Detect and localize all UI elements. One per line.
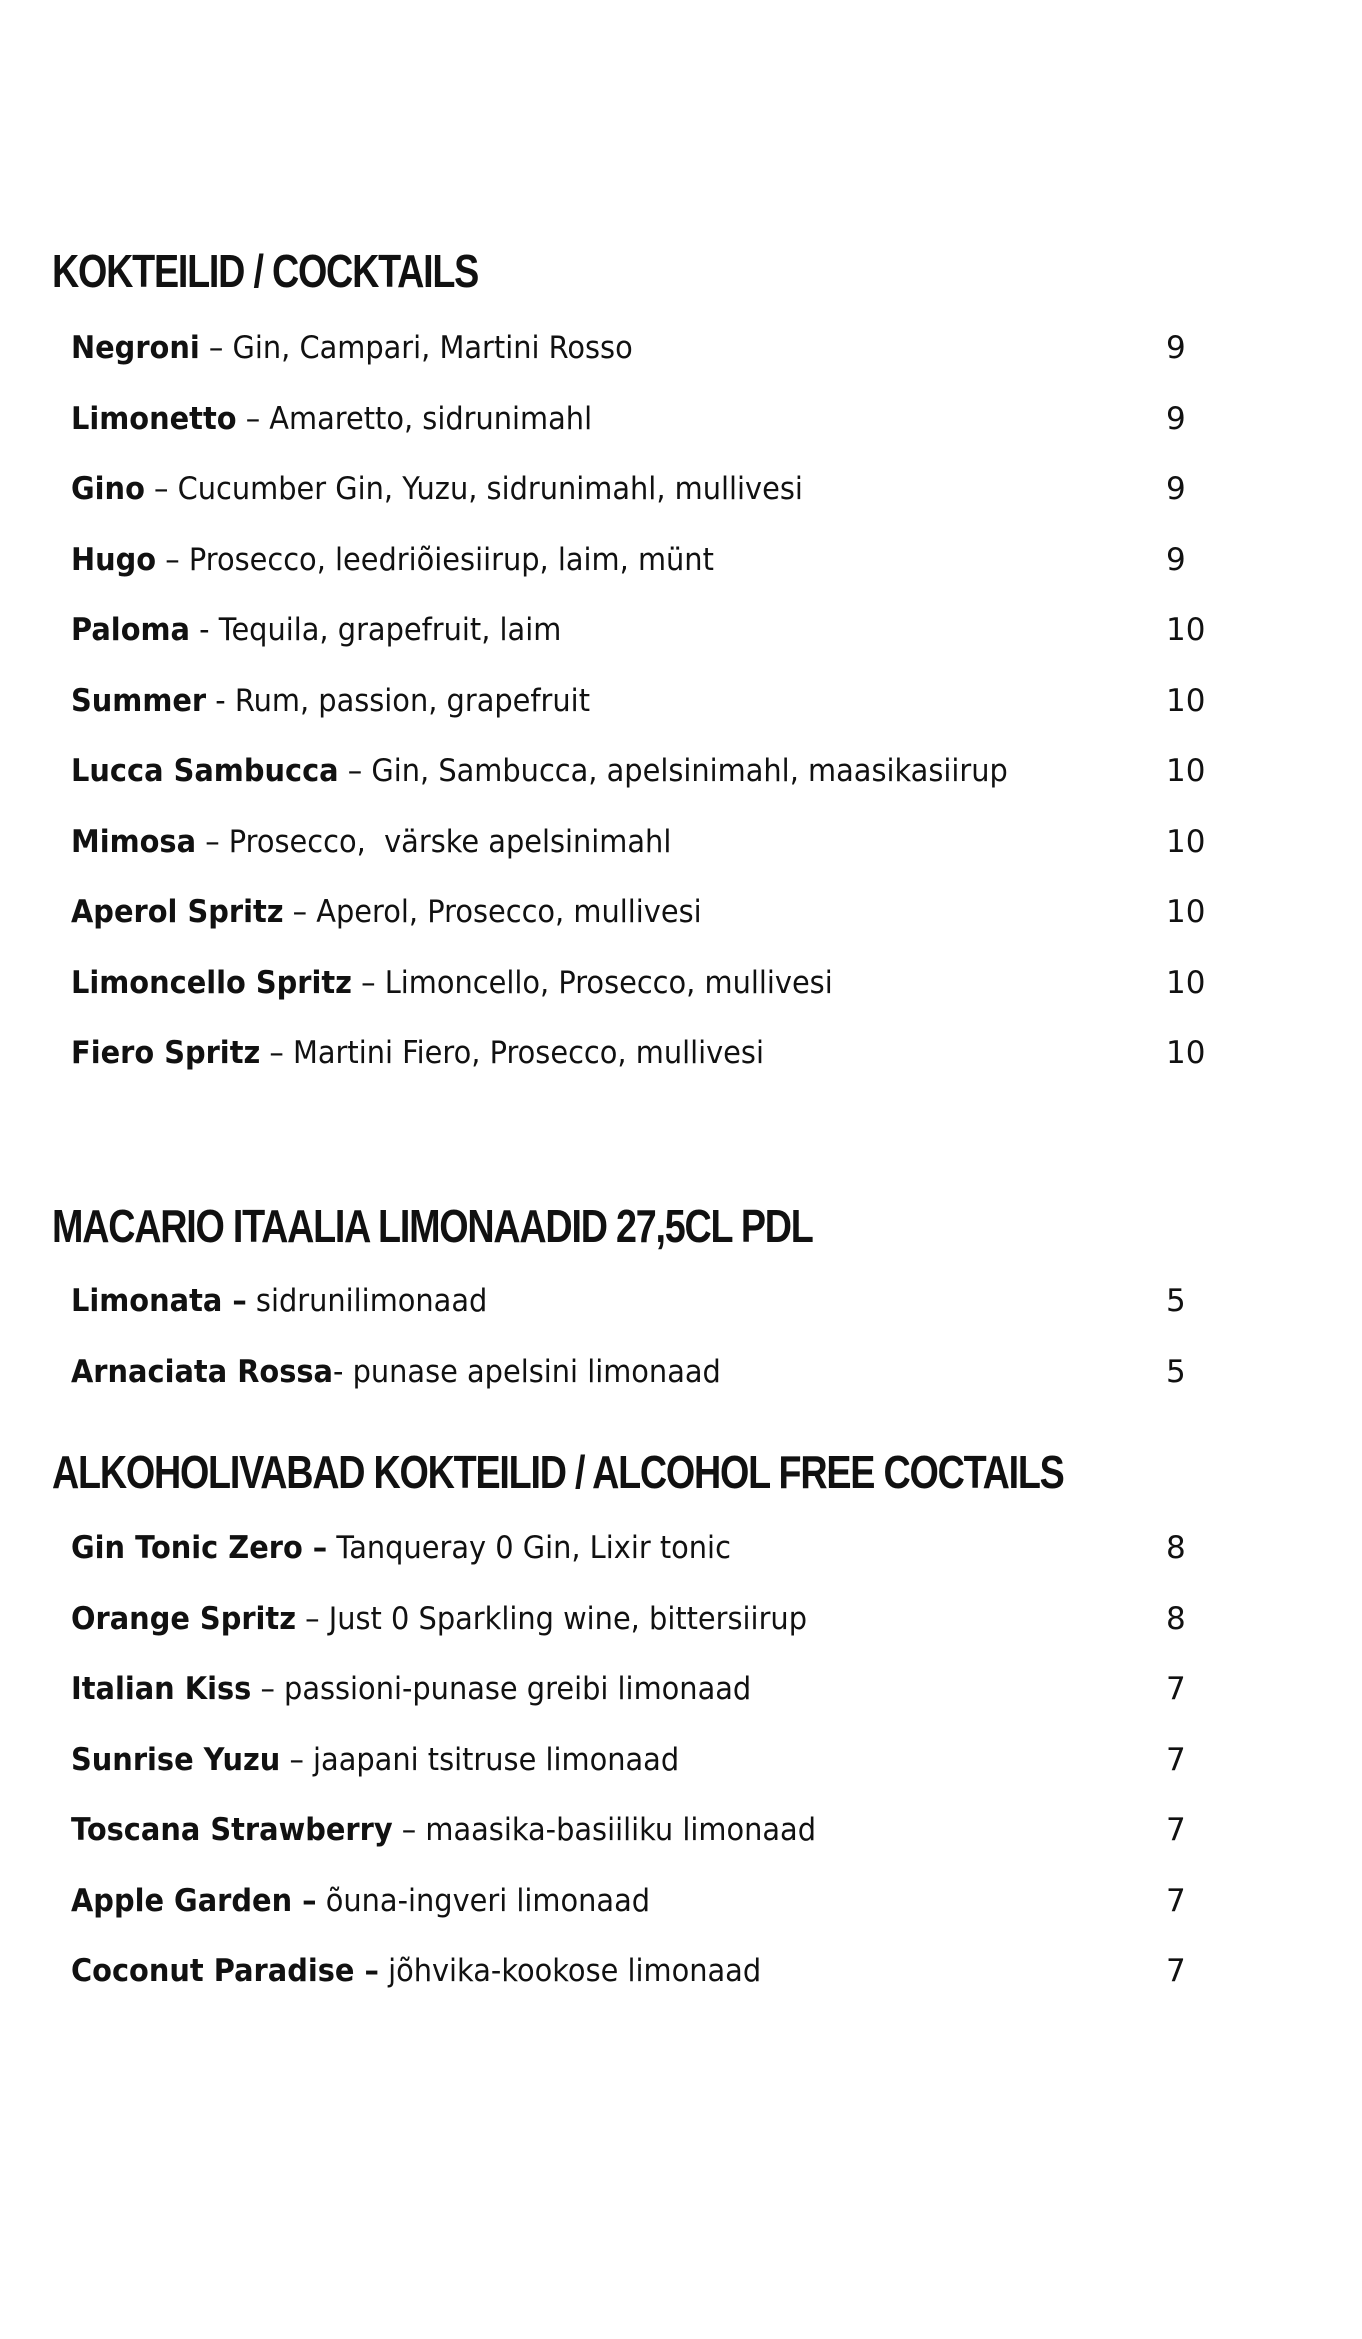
item-name: Gin Tonic Zero – [71, 1530, 328, 1566]
item-name: Negroni [71, 330, 200, 366]
item-price: 10 [1166, 682, 1206, 719]
item-description: jõhvika-kookose limonaad [378, 1953, 762, 1989]
item-price: 10 [1166, 1035, 1206, 1071]
list-item [0, 1530, 1362, 1601]
item-price: 8 [1166, 1530, 1186, 1566]
alcohol-free-list [0, 1530, 1362, 2024]
list-item [0, 471, 1362, 542]
item-name: Mimosa [71, 823, 197, 860]
item-name: Limonata – [71, 1283, 247, 1319]
item-price: 5 [1166, 1283, 1186, 1319]
list-item [0, 683, 1362, 754]
item-description: - Tequila, grapefruit, laim [189, 612, 562, 648]
item-price: 9 [1166, 471, 1186, 507]
list-item [0, 894, 1362, 965]
item-description: – Cucumber Gin, Yuzu, sidrunimahl, mullivesi [144, 471, 803, 507]
item-description: – passioni-punase greibi limonaad [251, 1671, 752, 1707]
item-price: 7 [1166, 1953, 1186, 1989]
item-price: 10 [1166, 753, 1206, 789]
list-item [0, 1742, 1362, 1813]
item-name: Limoncello Spritz [71, 964, 352, 1001]
section-title: ALKOHOLIVABAD KOKTEILID / ALCOHOL FREE COCTAILS [52, 1446, 1064, 1498]
item-name: Italian Kiss [71, 1671, 252, 1707]
list-item [0, 965, 1362, 1036]
cocktails-list [0, 330, 1362, 1106]
list-item [0, 1953, 1362, 2024]
item-price: 9 [1166, 400, 1186, 437]
item-description: – Just 0 Sparkling wine, bittersiirup [296, 1600, 807, 1637]
item-price: 7 [1166, 1812, 1186, 1848]
item-name: Hugo [71, 541, 157, 578]
item-name: Limonetto [71, 400, 237, 437]
lemonades-list [0, 1283, 1362, 1424]
item-price: 10 [1166, 612, 1206, 648]
item-description: – Gin, Sambucca, apelsinimahl, maasikasiirup [338, 753, 1008, 789]
list-item [0, 824, 1362, 895]
list-item [0, 1354, 1362, 1425]
list-item [0, 1883, 1362, 1954]
section-title: MACARIO ITAALIA LIMONAADID 27,5CL PDL [52, 1200, 813, 1252]
item-name: Coconut Paradise – [71, 1953, 379, 1989]
section-title: KOKTEILID / COCKTAILS [52, 245, 479, 297]
item-name: Paloma [71, 612, 190, 648]
item-description: - Rum, passion, grapefruit [206, 682, 590, 719]
item-description: õuna-ingveri limonaad [316, 1882, 651, 1919]
item-description: – jaapani tsitruse limonaad [280, 1741, 680, 1778]
list-item [0, 612, 1362, 683]
item-price: 7 [1166, 1671, 1186, 1707]
item-name: Gino [71, 471, 145, 507]
list-item [0, 1812, 1362, 1883]
item-name: Orange Spritz [71, 1600, 297, 1637]
list-item [0, 401, 1362, 472]
list-item [0, 753, 1362, 824]
item-description: – Limoncello, Prosecco, mullivesi [351, 964, 833, 1001]
item-price: 10 [1166, 894, 1206, 930]
list-item [0, 542, 1362, 613]
item-price: 10 [1166, 823, 1206, 860]
list-item [0, 1601, 1362, 1672]
item-price: 7 [1166, 1741, 1186, 1778]
item-price: 8 [1166, 1600, 1186, 1637]
item-name: Fiero Spritz [71, 1035, 261, 1071]
list-item [0, 1283, 1362, 1354]
item-name: Aperol Spritz [71, 894, 284, 930]
item-price: 9 [1166, 541, 1186, 578]
item-name: Toscana Strawberry [71, 1812, 393, 1848]
list-item [0, 330, 1362, 401]
item-description: – Prosecco, värske apelsinimahl [196, 823, 672, 860]
item-price: 5 [1166, 1353, 1186, 1390]
item-description: - punase apelsini limonaad [332, 1353, 721, 1390]
item-description: – Martini Fiero, Prosecco, mullivesi [260, 1035, 764, 1071]
item-description: – Amaretto, sidrunimahl [236, 400, 593, 437]
item-price: 10 [1166, 964, 1206, 1001]
item-name: Lucca Sambucca [71, 753, 339, 789]
item-description: – Prosecco, leedriõiesiirup, laim, münt [156, 541, 714, 578]
item-name: Arnaciata Rossa [71, 1353, 333, 1390]
list-item [0, 1671, 1362, 1742]
item-name: Apple Garden – [71, 1882, 317, 1919]
item-price: 9 [1166, 330, 1186, 366]
item-price: 7 [1166, 1882, 1186, 1919]
item-name: Summer [71, 682, 207, 719]
list-item [0, 1035, 1362, 1106]
item-description: sidrunilimonaad [246, 1283, 488, 1319]
item-description: Tanqueray 0 Gin, Lixir tonic [327, 1530, 731, 1566]
item-description: – maasika-basiiliku limonaad [392, 1812, 817, 1848]
item-description: – Aperol, Prosecco, mullivesi [283, 894, 702, 930]
item-description: – Gin, Campari, Martini Rosso [199, 330, 633, 366]
item-name: Sunrise Yuzu [71, 1741, 281, 1778]
